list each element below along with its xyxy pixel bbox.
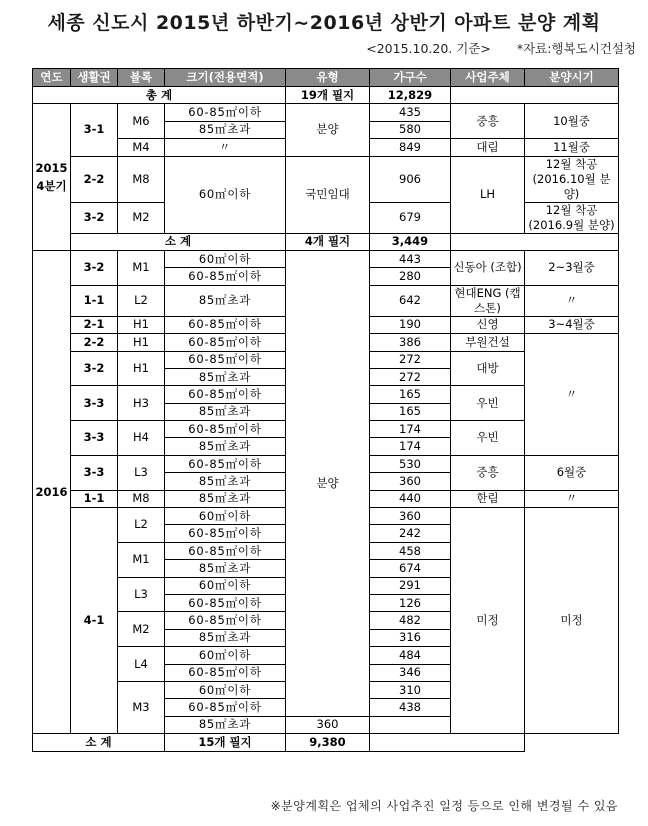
block-cell: H4	[118, 421, 165, 456]
developer-cell: 중흥	[451, 455, 525, 490]
count-cell: 482	[370, 612, 451, 629]
count-cell: 484	[370, 647, 451, 664]
size-cell: 60-85㎡이하	[165, 699, 286, 716]
count-cell: 126	[370, 594, 451, 611]
block-cell: M1	[118, 542, 165, 577]
size-cell: 60-85㎡이하	[165, 421, 286, 438]
basis-date: <2015.10.20. 기준>	[366, 41, 491, 56]
zone-cell: 1-1	[71, 490, 118, 507]
type-cell: 분양	[286, 250, 370, 716]
developer-cell: 대림	[451, 139, 525, 156]
size-cell: 85㎡초과	[165, 368, 286, 385]
block-cell: M2	[118, 202, 165, 233]
size-cell: 60㎡이하	[165, 681, 286, 698]
sale-time-cell: 〃	[525, 285, 619, 316]
subtotal-row	[33, 233, 619, 250]
count-cell: 674	[370, 560, 451, 577]
year-cell: 2015 4분기	[33, 104, 71, 251]
type-cell: 국민임대	[286, 156, 370, 233]
block-cell: M1	[118, 250, 165, 285]
block-cell: L4	[118, 647, 165, 682]
size-cell: 60-85㎡이하	[165, 351, 286, 368]
header-cell: 블록	[118, 69, 165, 87]
sale-time-cell: 미정	[525, 508, 619, 734]
count-cell: 360	[370, 508, 451, 525]
count-cell: 906	[370, 156, 451, 202]
zone-cell: 3-3	[71, 386, 118, 421]
size-cell: 60-85㎡이하	[165, 525, 286, 542]
sale-time-cell: 2~3월중	[525, 250, 619, 285]
block-cell: H1	[118, 316, 165, 333]
count-cell: 443	[370, 250, 451, 267]
zone-cell: 2-2	[71, 156, 118, 202]
count-cell: 310	[370, 681, 451, 698]
header-row	[33, 69, 619, 87]
sale-time-cell: 12월 착공 (2016.10월 분양)	[525, 156, 619, 202]
subtotal-type: 4개 필지	[286, 233, 370, 250]
size-cell: 60㎡이하	[165, 508, 286, 525]
size-cell: 60-85㎡이하	[165, 104, 286, 121]
count-cell: 346	[370, 664, 451, 681]
block-cell: M6	[118, 104, 165, 139]
sale-time-cell: 3~4월중	[525, 316, 619, 333]
data-source: *자료:행복도시건설청	[516, 41, 636, 56]
developer-cell: 중흥	[451, 104, 525, 139]
table-row	[33, 250, 619, 267]
year-cell: 2016	[33, 250, 71, 733]
count-cell: 291	[370, 577, 451, 594]
footnote: ※분양계획은 업체의 사업추진 일정 등으로 인해 변경될 수 있음	[270, 799, 618, 813]
count-cell: 679	[370, 202, 451, 233]
zone-cell: 3-3	[71, 421, 118, 456]
total-count: 12,829	[370, 87, 451, 104]
block-cell: H3	[118, 386, 165, 421]
zone-cell: 2-2	[71, 334, 118, 351]
zone-cell: 3-2	[71, 202, 118, 233]
empty-cell	[370, 734, 525, 751]
header-cell: 크기(전용면적)	[165, 69, 286, 87]
size-cell: 85㎡초과	[165, 490, 286, 507]
block-cell: H1	[118, 351, 165, 386]
subtotal-count: 9,380	[286, 734, 370, 751]
empty-cell	[451, 87, 619, 104]
count-cell: 165	[370, 386, 451, 403]
count-cell: 435	[370, 104, 451, 121]
count-cell: 530	[370, 455, 451, 472]
count-cell: 360	[370, 473, 451, 490]
developer-cell: 우빈	[451, 386, 525, 421]
table-row	[33, 104, 619, 121]
size-cell: 85㎡초과	[165, 121, 286, 138]
header-cell: 가구수	[370, 69, 451, 87]
developer-cell: 우빈	[451, 421, 525, 456]
size-cell: 〃	[165, 139, 286, 156]
block-cell: M8	[118, 156, 165, 202]
size-cell: 85㎡초과	[165, 473, 286, 490]
developer-cell: LH	[451, 156, 525, 233]
developer-cell: 한림	[451, 490, 525, 507]
count-cell: 440	[370, 490, 451, 507]
size-cell: 60-85㎡이하	[165, 594, 286, 611]
sale-time-cell: 〃	[525, 334, 619, 456]
count-cell: 386	[370, 334, 451, 351]
size-cell: 85㎡초과	[165, 716, 286, 733]
block-cell: M4	[118, 139, 165, 156]
subtotal-label: 소 계	[71, 233, 286, 250]
block-cell: L2	[118, 508, 165, 543]
block-cell: M3	[118, 681, 165, 733]
count-cell: 360	[286, 716, 370, 733]
header-cell: 생활권	[71, 69, 118, 87]
count-cell: 242	[370, 525, 451, 542]
total-label: 총 계	[33, 87, 286, 104]
block-cell: L3	[118, 577, 165, 612]
page-title: 세종 신도시 2015년 하반기~2016년 상반기 아파트 분양 계획	[47, 12, 601, 34]
size-cell: 85㎡초과	[165, 560, 286, 577]
size-cell: 85㎡초과	[165, 438, 286, 455]
count-cell: 642	[370, 285, 451, 316]
size-cell: 60㎡이하	[165, 647, 286, 664]
count-cell: 849	[370, 139, 451, 156]
subtotal-row	[33, 734, 619, 751]
size-cell: 60㎡이하	[165, 156, 286, 233]
developer-cell: 신영	[451, 316, 525, 333]
zone-cell: 3-3	[71, 455, 118, 490]
count-cell: 458	[370, 542, 451, 559]
size-cell: 60㎡이하	[165, 577, 286, 594]
header-cell: 유형	[286, 69, 370, 87]
size-cell: 60-85㎡이하	[165, 268, 286, 285]
sale-time-cell: 6월중	[525, 455, 619, 490]
size-cell: 85㎡초과	[165, 403, 286, 420]
zone-cell: 1-1	[71, 285, 118, 316]
zone-cell: 3-1	[71, 104, 118, 156]
header-cell: 사업주체	[451, 69, 525, 87]
type-cell: 분양	[286, 104, 370, 156]
apartment-sale-plan-table	[32, 68, 619, 752]
count-cell: 272	[370, 368, 451, 385]
empty-cell	[451, 233, 619, 250]
size-cell: 60-85㎡이하	[165, 386, 286, 403]
size-cell: 60㎡이하	[165, 250, 286, 267]
sale-time-cell: 10월중	[525, 104, 619, 139]
zone-cell: 3-2	[71, 351, 118, 386]
size-cell: 60-85㎡이하	[165, 334, 286, 351]
size-cell: 60-85㎡이하	[165, 612, 286, 629]
count-cell: 272	[370, 351, 451, 368]
block-cell: M8	[118, 490, 165, 507]
count-cell: 438	[370, 699, 451, 716]
count-cell: 316	[370, 629, 451, 646]
developer-cell: 부원건설	[451, 334, 525, 351]
size-cell: 60-85㎡이하	[165, 455, 286, 472]
subtotal-label: 소 계	[33, 734, 165, 751]
total-type: 19개 필지	[286, 87, 370, 104]
total-row	[33, 87, 619, 104]
count-cell: 280	[370, 268, 451, 285]
sale-time-cell: 11월중	[525, 139, 619, 156]
subtotal-count: 3,449	[370, 233, 451, 250]
header-cell: 분양시기	[525, 69, 619, 87]
sale-time-cell: 12월 착공 (2016.9월 분양)	[525, 202, 619, 233]
header-cell: 연도	[33, 69, 71, 87]
zone-cell: 3-2	[71, 250, 118, 285]
count-cell: 580	[370, 121, 451, 138]
block-cell: L3	[118, 455, 165, 490]
size-cell: 85㎡초과	[165, 285, 286, 316]
count-cell: 165	[370, 403, 451, 420]
size-cell: 60-85㎡이하	[165, 542, 286, 559]
developer-cell: 신동아 (조합)	[451, 250, 525, 285]
block-cell: L2	[118, 285, 165, 316]
size-cell: 60-85㎡이하	[165, 316, 286, 333]
zone-cell: 2-1	[71, 316, 118, 333]
count-cell: 174	[370, 421, 451, 438]
size-cell: 85㎡초과	[165, 629, 286, 646]
size-cell: 60-85㎡이하	[165, 664, 286, 681]
count-cell: 174	[370, 438, 451, 455]
block-cell: H1	[118, 334, 165, 351]
developer-cell: 현대ENG (캡스톤)	[451, 285, 525, 316]
subtitle	[0, 39, 636, 57]
subtotal-type: 15개 필지	[165, 734, 286, 751]
count-cell: 190	[370, 316, 451, 333]
zone-cell: 4-1	[71, 508, 118, 734]
developer-cell: 대방	[451, 351, 525, 386]
sale-time-cell: 〃	[525, 490, 619, 507]
block-cell: M2	[118, 612, 165, 647]
developer-cell: 미정	[451, 508, 525, 734]
